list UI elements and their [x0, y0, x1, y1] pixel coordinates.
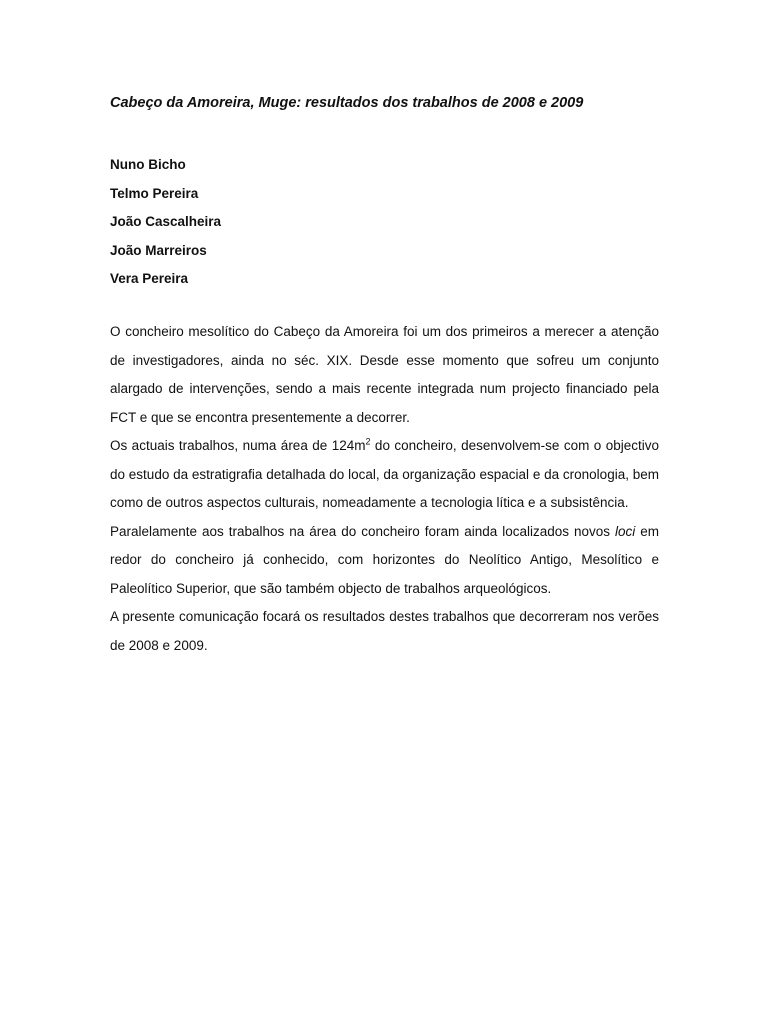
abstract: [110, 318, 659, 660]
paragraph-text: Paralelamente aos trabalhos na área do concheiro foram ainda localizados novos: [110, 523, 615, 539]
author-name: João Cascalheira: [110, 214, 222, 230]
abstract-paragraph-3: [110, 518, 659, 604]
document-title: Cabeço da Amoreira, Muge: resultados dos trabalhos de 2008 e 2009: [110, 95, 584, 111]
author-name: João Marreiros: [110, 242, 207, 258]
abstract-paragraph-1: O concheiro mesolítico do Cabeço da Amoreira foi um dos primeiros a merecer a atenção de investigadores, ainda no séc. XIX. Desde esse momento que sofreu um conjunto alargado de intervenções, sendo a mais recente integrada num projecto financiado pela FCT e que se encontra presentemente a decorrer.: [110, 324, 659, 425]
paragraph-text: do concheiro, desenvolvem-se com o objectivo do estudo da estratigrafia detalhada do local, da organização espacial e da cronologia, bem como de outros aspectos culturais, nomeadamente a tecnologia lítica e a subsistência.: [110, 438, 659, 510]
paragraph-text: Os actuais trabalhos, numa área de 124m: [110, 438, 366, 453]
author-name: Telmo Pereira: [110, 185, 199, 201]
author-list: [110, 151, 221, 294]
author-name: Vera Pereira: [110, 271, 189, 287]
author-name: Nuno Bicho: [110, 157, 186, 172]
italic-term: loci: [615, 523, 636, 539]
abstract-paragraph-4: A presente comunicação focará os resultados destes trabalhos que decorreram nos verões de 2008 e 2009.: [110, 609, 659, 653]
paragraph-text: em redor do concheiro já conhecido, com horizontes do Neolítico Antigo, Mesolítico e Paleolítico Superior, que são também objecto de trabalhos arqueológicos.: [110, 523, 659, 596]
abstract-paragraph-2: [110, 432, 659, 518]
superscript: 2: [365, 436, 371, 447]
